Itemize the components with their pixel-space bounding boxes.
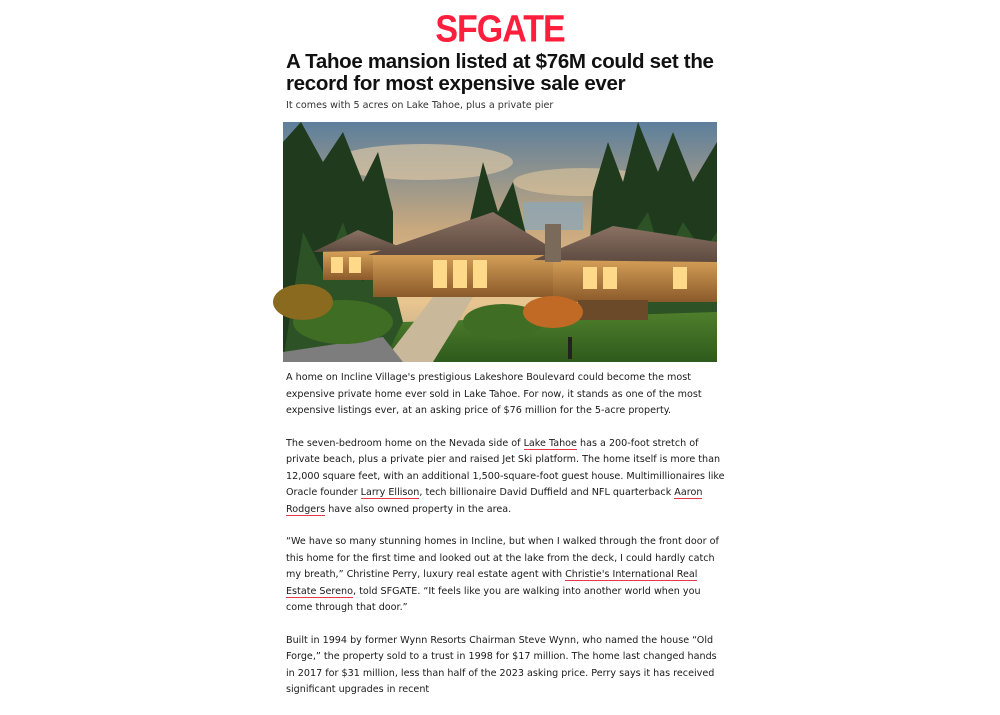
paragraph-2-text-3: , tech billionaire David Duffield and NFL quarterback — [419, 487, 675, 498]
link-lake-tahoe[interactable]: Lake Tahoe — [523, 437, 577, 449]
link-christies-sereno[interactable]: Christie's International Real Estate Sereno — [286, 569, 698, 597]
article-headline: A Tahoe mansion listed at $76M could set the record for most expensive sale ever — [286, 50, 714, 95]
paragraph-3-text-2: , told SFGATE. “It feels like you are walking into another world when you come through that door.” — [286, 585, 701, 613]
hero-photo — [283, 122, 717, 362]
link-aaron-rodgers[interactable]: Aaron Rodgers — [286, 487, 703, 515]
sfgate-logo[interactable]: SFGATE — [435, 7, 565, 51]
paragraph-2-text-2: has a 200-foot stretch of private beach, plus a private pier and raised Jet Ski platform. The home itself is more than 12,000 square feet, with an additional 1,500-square-foot guest house. Multimillionaires like Oracle founder — [286, 437, 725, 498]
paragraph-3 — [286, 534, 726, 617]
paragraph-2-text-4: have also owned property in the area. — [325, 503, 512, 515]
article-subhead: It comes with 5 acres on Lake Tahoe, plus a private pier — [286, 100, 554, 111]
paragraph-4: Built in 1994 by former Wynn Resorts Chairman Steve Wynn, who named the house “Old Forge,” the property sold to a trust in 1998 for $17 million. The home last changed hands in 2017 for $31 million, less than half of the 2023 asking price. Perry says it has received significant upgrades in recent — [286, 634, 717, 695]
article-body — [286, 370, 726, 715]
link-larry-ellison[interactable]: Larry Ellison — [360, 487, 420, 498]
paragraph-1: A home on Incline Village's prestigious Lakeshore Boulevard could become the most expensive private home ever sold in Lake Tahoe. For now, it stands as one of the most expensive listings ever, at an asking price of $76 million for the 5-acre property. — [286, 372, 702, 416]
paragraph-2 — [286, 436, 726, 519]
mansion-photo-illustration — [283, 122, 717, 362]
paragraph-2-text-1: The seven-bedroom home on the Nevada side of — [286, 437, 524, 449]
paragraph-3-text-1: “We have so many stunning homes in Incline, but when I walked through the front door of this home for the first time and looked out at the lake from the deck, I could hardly catch my breath,” Christine Perry, luxury real estate agent with — [286, 536, 719, 580]
